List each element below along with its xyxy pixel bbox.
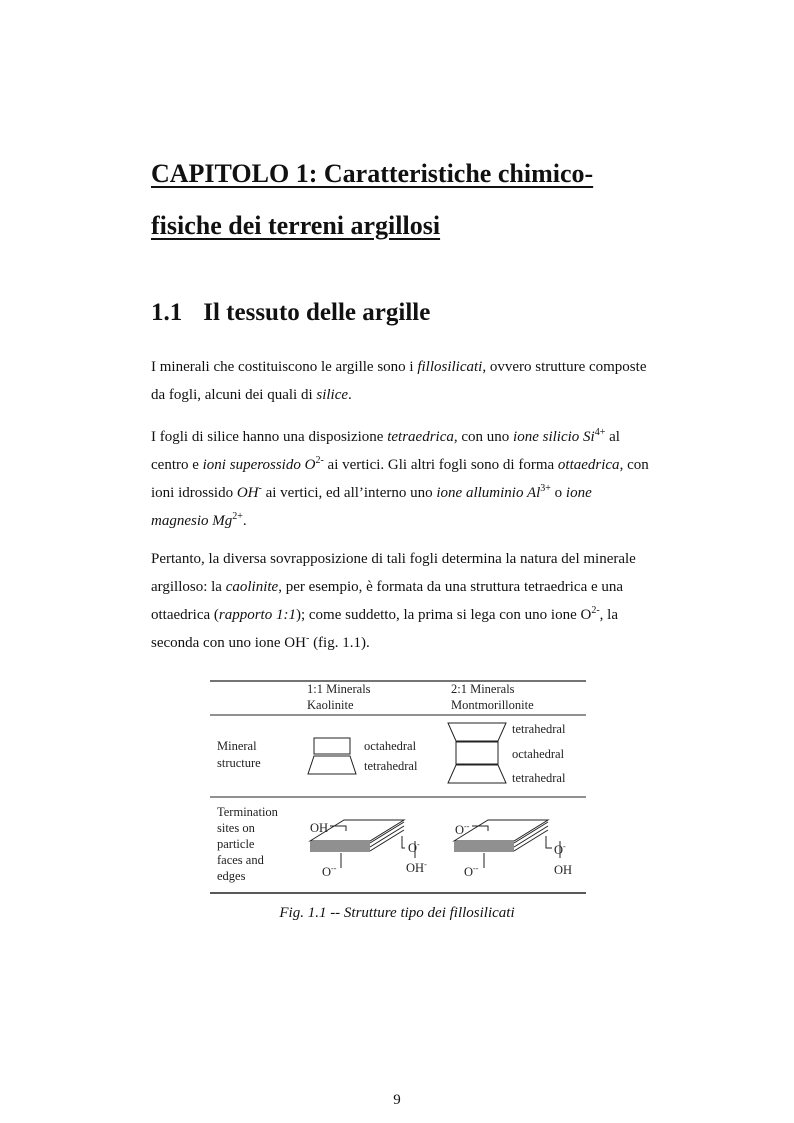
- chapter-title-line-2: fisiche dei terreni argillosi: [151, 211, 441, 240]
- montmorillonite-o-right-pointer: [546, 836, 552, 848]
- col2-header-line2: Montmorillonite: [451, 698, 534, 712]
- row1-label-line2: structure: [217, 756, 261, 770]
- kaolinite-oh-left-label: OH: [310, 821, 329, 835]
- montmorillonite-tetrahedral-top: [448, 723, 506, 741]
- kaolinite-tetrahedral-sheet: [308, 756, 356, 774]
- kaolinite-o-right-label: O-: [408, 840, 420, 855]
- col1-header-line1: 1:1 Minerals: [307, 682, 371, 696]
- figure-caption: Fig. 1.1 -- Strutture tipo dei fillosilicati: [279, 905, 515, 921]
- section-number: 1.1: [151, 299, 183, 326]
- montmorillonite-tetrahedral-bottom: [448, 765, 506, 783]
- kaolinite-oh-right-label: OH-: [406, 860, 427, 875]
- montmorillonite-oh-right-label: OH: [554, 863, 573, 877]
- chapter-title-line-1: CAPITOLO 1: Caratteristiche chimico-: [151, 159, 594, 188]
- paragraph-2: I fogli di silice hanno una disposizione tetraedrica, con uno ione silicio $Si^{4+}$ al centro e ioni superossido $O^{2-}$ ai vertici. Gli altri fogli sono di forma ottaedrica, con ioni idrossido OH- ai vertici, ed all’interno uno ione alluminio $Al^{3+}$ o ione magnesio $Mg^{2+}$.: [151, 427, 649, 529]
- row1-label-line1: Mineral: [217, 739, 257, 753]
- col2-header-line1: 2:1 Minerals: [451, 682, 515, 696]
- phyllosilicate-figure: [210, 678, 586, 896]
- kaolinite-o-bottom-label: O--: [322, 864, 337, 879]
- paragraph-3: Pertanto, la diversa sovrapposizione di tali fogli determina la natura del minerale argilloso: la caolinite, per esempio, è formata da una struttura tetraedrica e una ottaedrica (rapporto 1:1); come suddetto, la prima si lega con uno ione $O^{2-}$, la seconda con uno ione OH- (fig. 1.1).: [151, 551, 636, 651]
- row2-label-line2: sites on: [217, 821, 255, 835]
- section-heading: [151, 295, 430, 331]
- montmorillonite-o-right-label: O-: [554, 842, 566, 857]
- col1-header-line2: Kaolinite: [307, 698, 354, 712]
- row2-label-line4: faces and: [217, 853, 264, 867]
- paragraph-1: I minerali che costituiscono le argille sono i fillosilicati, ovvero strutture composte da fogli, alcuni dei quali di silice.: [151, 359, 647, 403]
- montmorillonite-octahedral-sheet: [456, 742, 498, 764]
- row2-label-line3: particle: [217, 837, 255, 851]
- chapter-title: [151, 148, 631, 252]
- kaolinite-tetrahedral-label: tetrahedral: [364, 759, 418, 773]
- montmorillonite-o-bottom-label: O--: [464, 864, 479, 879]
- row2-label-line1: Termination: [217, 805, 278, 819]
- kaolinite-octahedral-label: octahedral: [364, 739, 417, 753]
- section-title: Il tessuto delle argille: [203, 299, 431, 326]
- kaolinite-octahedral-sheet: [314, 738, 350, 754]
- montmorillonite-tetrahedral-bottom-label: tetrahedral: [512, 771, 566, 785]
- kaolinite-o-pointer: [402, 836, 405, 848]
- figure-diagram: [210, 678, 586, 896]
- montmorillonite-o-left-label: O--: [455, 822, 470, 837]
- page-number: 9: [393, 1092, 401, 1108]
- row2-label-line5: edges: [217, 869, 246, 883]
- montmorillonite-tetrahedral-top-label: tetrahedral: [512, 722, 566, 736]
- montmorillonite-octahedral-label: octahedral: [512, 747, 565, 761]
